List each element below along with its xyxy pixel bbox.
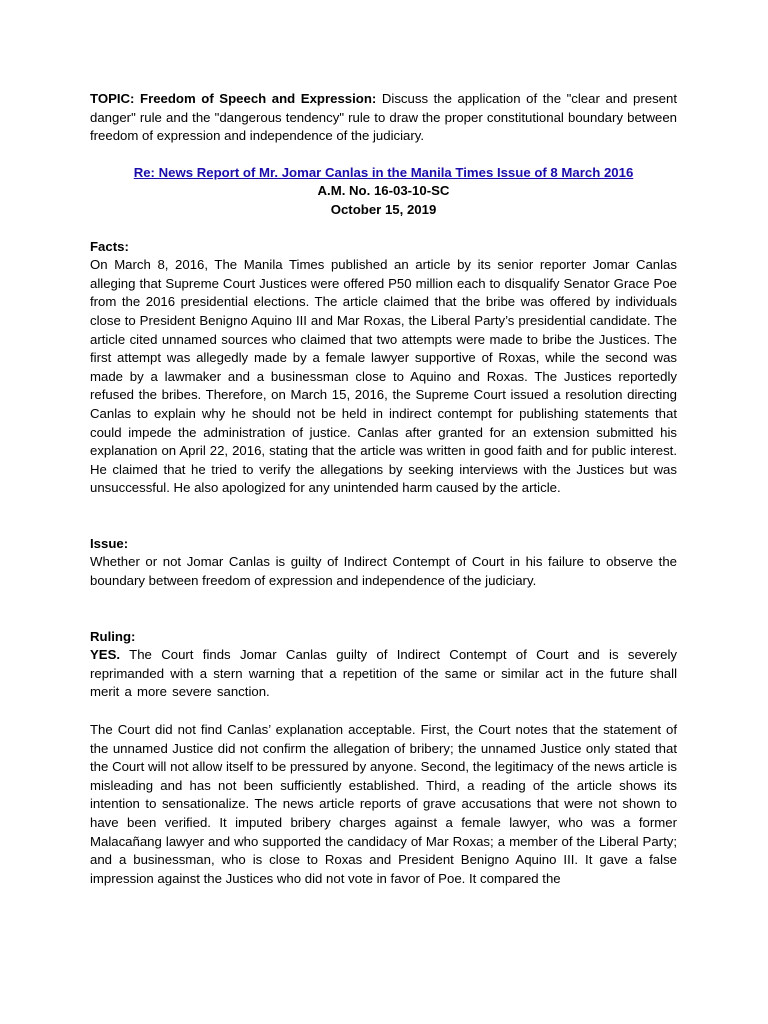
spacer xyxy=(90,498,677,535)
ruling-verdict-text: The Court finds Jomar Canlas guilty of Indirect Contempt of Court and is severely reprimanded with a stern warning that a repetition of the same or similar act in the future shall merit a more severe sanction. xyxy=(90,647,677,700)
ruling-paragraph: The Court did not find Canlas’ explanation acceptable. First, the Court notes that the statement of the unnamed Justice did not confirm the allegation of bribery; the unnamed Justice only stated that the Court will not allow itself to be pressured by anyone. Second, the legitimacy of the news article is misleading and has not been sufficiently established. Third, a reading of the article shows its intention to sensationalize. The news article reports of grave accusations that were not shown to have been verified. It imputed bribery charges against a female lawyer, who was a former Malacañang lawyer and who supported the candidacy of Mar Roxas; a member of the Liberal Party; and a businessman, who is close to Roxas and President Benigno Aquino III. It gave a false impression against the Justices who did not vote in favor of Poe. It compared the xyxy=(90,722,677,886)
ruling-heading: Ruling: xyxy=(90,628,136,644)
case-heading xyxy=(90,164,677,220)
document-page xyxy=(90,90,677,888)
ruling-verdict-paragraph xyxy=(90,646,677,702)
facts-paragraph: On March 8, 2016, The Manila Times published an article by its senior reporter Jomar Canlas alleging that Supreme Court Justices were offered P50 million each to disqualify Senator Grace Poe from the 2016 presidential elections. The article claimed that the bribe was offered by individuals close to President Benigno Aquino III and Mar Roxas, the Liberal Party’s presidential candidate. The article cited unnamed sources who claimed that two attempts were made to bribe the Justices. The first attempt was allegedly made by a female lawyer supportive of Roxas, while the second was made by a lawmaker and a businessman close to Aquino and Roxas. The Justices reportedly refused the bribes. Therefore, on March 15, 2016, the Supreme Court issued a resolution directing Canlas to explain why he should not be held in indirect contempt for publishing statements that could impede the administration of justice. Canlas after granted for an extension submitted his explanation on April 22, 2016, stating that the article was written in good faith and for public interest. He claimed that he tried to verify the allegations by seeking interviews with the Justices but was unsuccessful. He also apologized for any unintended harm caused by the article. xyxy=(90,257,677,496)
topic-text: Discuss the application of the "clear and present danger" rule and the "dangerous tendency" rule to draw the proper constitutional boundary between freedom of expression and independence of the judiciary. xyxy=(90,91,677,144)
ruling-verdict: YES. xyxy=(90,647,121,663)
case-title-link[interactable]: Re: News Report of Mr. Jomar Canlas in the Manila Times Issue of 8 March 2016 xyxy=(133,164,634,180)
topic-paragraph xyxy=(90,90,677,146)
topic-label: TOPIC: Freedom of Speech and Expression: xyxy=(90,91,377,106)
case-number: A.M. No. 16-03-10-SC xyxy=(317,183,450,199)
facts-heading: Facts: xyxy=(90,238,129,254)
case-date: October 15, 2019 xyxy=(330,201,437,217)
issue-paragraph: Whether or not Jomar Canlas is guilty of Indirect Contempt of Court in his failure to observe the boundary between freedom of expression and independence of the judiciary. xyxy=(90,554,677,589)
issue-heading: Issue: xyxy=(90,535,129,551)
spacer xyxy=(90,702,677,721)
spacer xyxy=(90,591,677,628)
